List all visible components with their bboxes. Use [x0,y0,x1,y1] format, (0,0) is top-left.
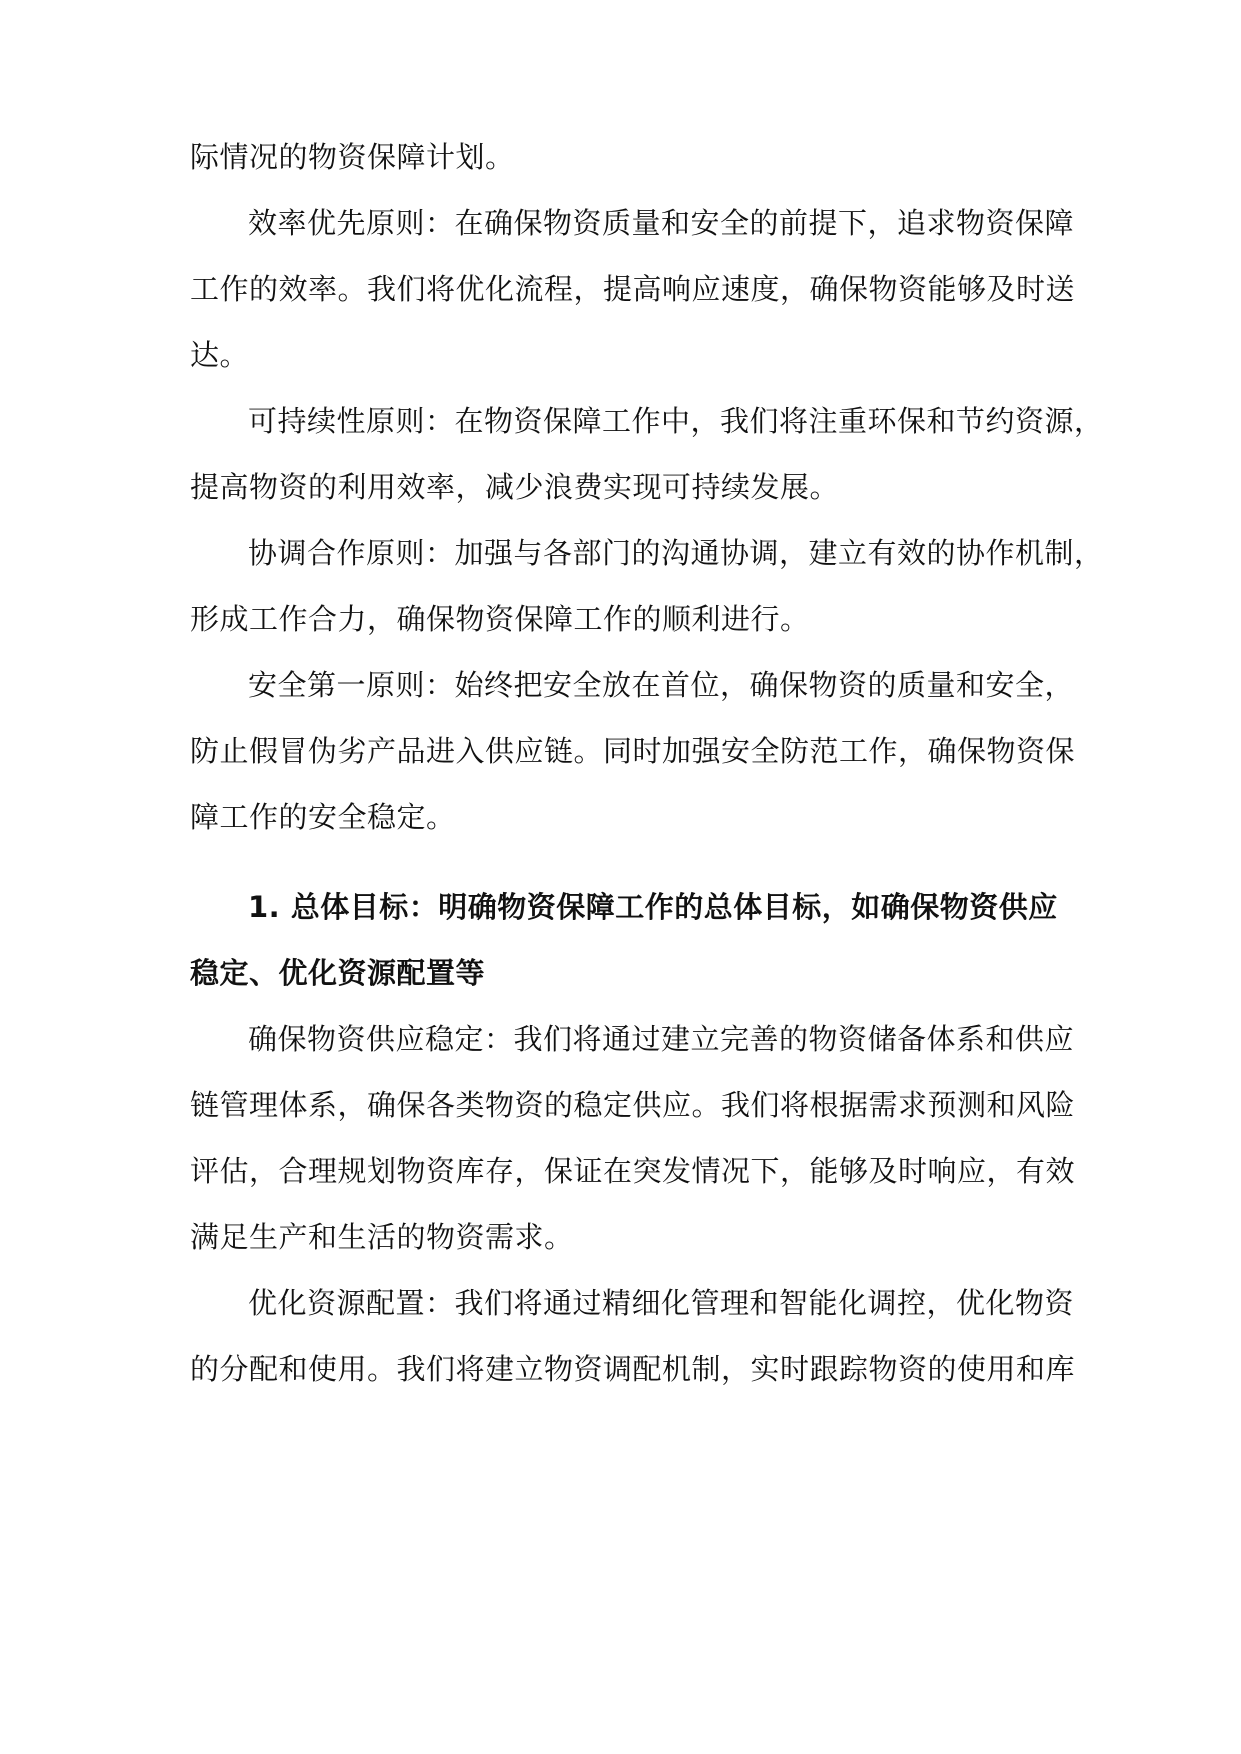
paragraph-line: 防止假冒伪劣产品进入供应链。同时加强安全防范工作，确保物资保 [190,734,1076,768]
section-heading: 稳定、优化资源配置等 [190,956,486,990]
paragraph-line: 链管理体系，确保各类物资的稳定供应。我们将根据需求预测和风险 [190,1088,1076,1122]
paragraph-line: 确保物资供应稳定：我们将通过建立完善的物资储备体系和供应 [248,1022,1075,1056]
paragraph-line: 安全第一原则：始终把安全放在首位，确保物资的质量和安全， [248,668,1075,702]
paragraph-line: 协调合作原则：加强与各部门的沟通协调，建立有效的协作机制， [248,536,1104,570]
paragraph-line: 际情况的物资保障计划。 [190,140,515,174]
paragraph-line: 的分配和使用。我们将建立物资调配机制，实时跟踪物资的使用和库 [190,1352,1076,1386]
paragraph-line: 效率优先原则：在确保物资质量和安全的前提下，追求物资保障 [248,206,1075,240]
paragraph-line: 优化资源配置：我们将通过精细化管理和智能化调控，优化物资 [248,1286,1075,1320]
section-heading: 1. 总体目标：明确物资保障工作的总体目标，如确保物资供应 [248,890,1058,924]
paragraph-line: 评估，合理规划物资库存，保证在突发情况下，能够及时响应，有效 [190,1154,1076,1188]
paragraph-line: 提高物资的利用效率，减少浪费实现可持续发展。 [190,470,840,504]
paragraph-line: 形成工作合力，确保物资保障工作的顺利进行。 [190,602,810,636]
paragraph-line: 障工作的安全稳定。 [190,800,456,834]
paragraph-line: 满足生产和生活的物资需求。 [190,1220,574,1254]
paragraph-line: 可持续性原则：在物资保障工作中，我们将注重环保和节约资源， [248,404,1104,438]
paragraph-line: 工作的效率。我们将优化流程，提高响应速度，确保物资能够及时送 [190,272,1076,306]
paragraph-line: 达。 [190,338,250,372]
